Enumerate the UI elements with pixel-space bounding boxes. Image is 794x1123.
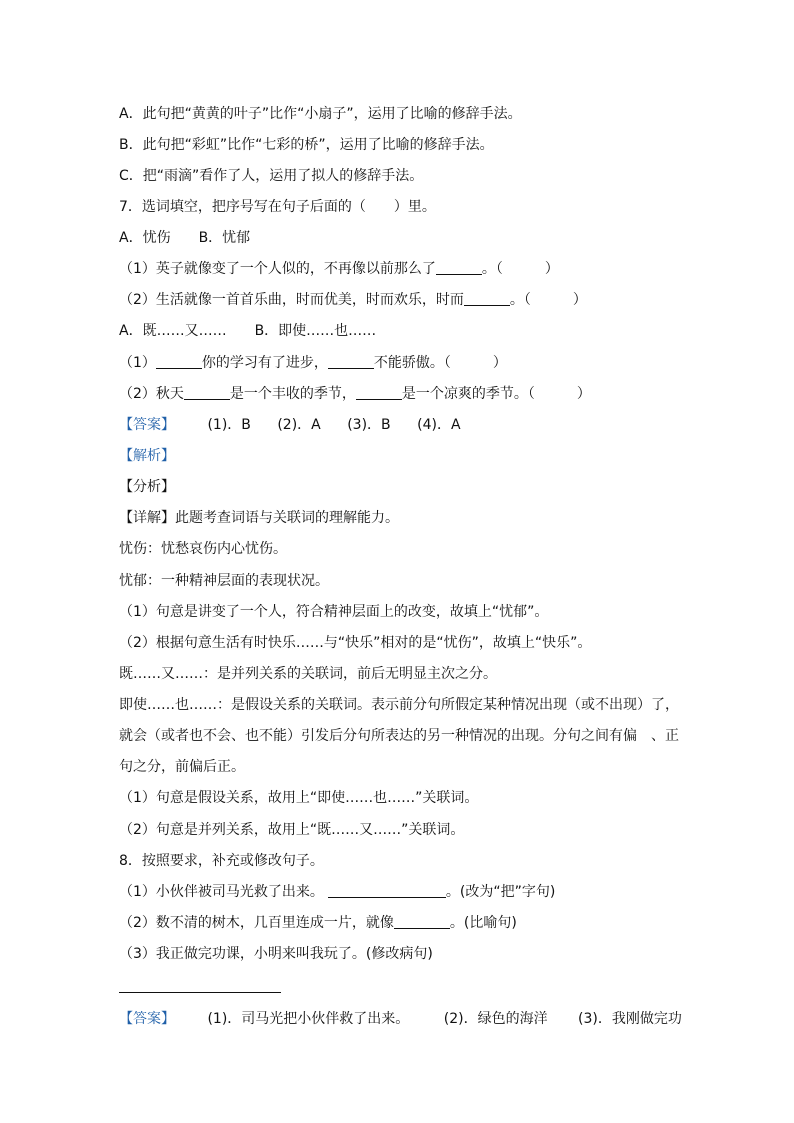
q7-answer-line [119, 416, 461, 434]
explain-line: （1）句意是讲变了一个人，符合精神层面上的改变，故填上“忧郁”。 [119, 604, 549, 620]
q7-sentence-1-end: 。（ ） [481, 261, 559, 277]
analysis-tag: 【解析】 [119, 448, 175, 464]
q8-item-2-text: （2）数不清的树木，几百里连成一片，就像 [119, 915, 394, 931]
answer-item: (4)．A [417, 417, 461, 433]
fill-blank [184, 385, 230, 400]
explain-line: 就会（或者也不会、也不能）引发后分句所表达的另一种情况的出现。分句之间有偏 、正 [119, 728, 679, 744]
fill-blank [436, 260, 482, 275]
detail-text: 此题考查词语与关联词的理解能力。 [175, 510, 399, 526]
detail-tag: 【详解】 [119, 510, 175, 526]
explain-line: 忧郁：一种精神层面的表现状况。 [119, 573, 329, 589]
q7-sentence-2-text: （2）生活就像一首首乐曲，时而优美，时而欢乐，时而 [119, 292, 464, 308]
q8-item-1-text: （1）小伙伴被司马光救了出来。 [119, 884, 324, 900]
answer-item: (3)．我刚做完功 [578, 1011, 682, 1027]
option-a-line: A．此句把“黄黄的叶子”比作“小扇子”，运用了比喻的修辞手法。 [119, 106, 522, 122]
answer-tag: 【答案】 [119, 1011, 175, 1027]
answer-item: (1)．B [207, 417, 251, 433]
fill-blank [394, 914, 450, 929]
q7-sentence-2 [119, 291, 587, 309]
q8-item-2 [119, 914, 517, 932]
q8-item-2-end: 。(比喻句) [449, 915, 517, 931]
answer-tag: 【答案】 [119, 417, 175, 433]
q8-item-1-end: 。(改为“把”字句) [445, 884, 556, 900]
fill-blank [328, 354, 374, 369]
fenxi-tag: 【分析】 [119, 479, 175, 495]
q7-sentence-3-num: （1） [119, 355, 156, 371]
q7-sentence-3-mid: 你的学习有了进步， [201, 355, 328, 371]
fill-blank [156, 354, 202, 369]
explain-line: 既……又……：是并列关系的关联词，前后无明显主次之分。 [119, 666, 497, 682]
answer-item: (2)．A [277, 417, 321, 433]
option-b-line: B．此句把“彩虹”比作“七彩的桥”，运用了比喻的修辞手法。 [119, 137, 494, 153]
footnote-divider [119, 992, 281, 993]
q7-word-choices-2: A．既……又…… B．即使……也…… [119, 323, 377, 339]
explain-line: （2）句意是并列关系，故用上“既……又……”关联词。 [119, 822, 465, 838]
q7-sentence-4 [119, 385, 591, 403]
explain-line: 句之分，前偏后正。 [119, 759, 245, 775]
question-8-title: 8．按照要求，补充或修改句子。 [119, 853, 324, 869]
fill-blank [328, 883, 446, 898]
fill-blank [356, 385, 402, 400]
q7-sentence-3-end: 不能骄傲。（ ） [373, 355, 507, 371]
q8-answer-line [119, 1010, 682, 1028]
answer-item: (3)．B [347, 417, 391, 433]
q7-sentence-1 [119, 260, 559, 278]
q7-sentence-1-text: （1）英子就像变了一个人似的，不再像以前那么了 [119, 261, 436, 277]
fill-blank [464, 291, 510, 306]
detail-line [119, 509, 399, 527]
explain-line: （1）句意是假设关系，故用上“即使……也……”关联词。 [119, 790, 479, 806]
answer-item: (1)．司马光把小伙伴救了出来。 [207, 1011, 410, 1027]
q7-sentence-2-end: 。（ ） [509, 292, 587, 308]
explain-line: 即使……也……：是假设关系的关联词。表示前分句所假定某种情况出现（或不出现）了， [119, 697, 679, 713]
explain-line: （2）根据句意生活有时快乐……与“快乐”相对的是“忧伤”，故填上“快乐”。 [119, 635, 592, 651]
q8-item-1 [119, 883, 555, 901]
q8-item-3: （3）我正做完功课，小明来叫我玩了。(修改病句) [119, 946, 433, 962]
q7-sentence-4-mid: 是一个丰收的季节， [229, 386, 356, 402]
q7-sentence-4-end: 是一个凉爽的季节。（ ） [401, 386, 591, 402]
question-7-title: 7．选词填空，把序号写在句子后面的（ ）里。 [119, 199, 436, 215]
q7-word-choices-1: A．忧伤 B．忧郁 [119, 230, 251, 246]
explain-line: 忧伤：忧愁哀伤内心忧伤。 [119, 541, 287, 557]
q7-sentence-4-start: （2）秋天 [119, 386, 184, 402]
answer-item: (2)．绿色的海洋 [443, 1011, 548, 1027]
q7-sentence-3 [119, 354, 507, 372]
option-c-line: C．把“雨滴”看作了人，运用了拟人的修辞手法。 [119, 168, 424, 184]
